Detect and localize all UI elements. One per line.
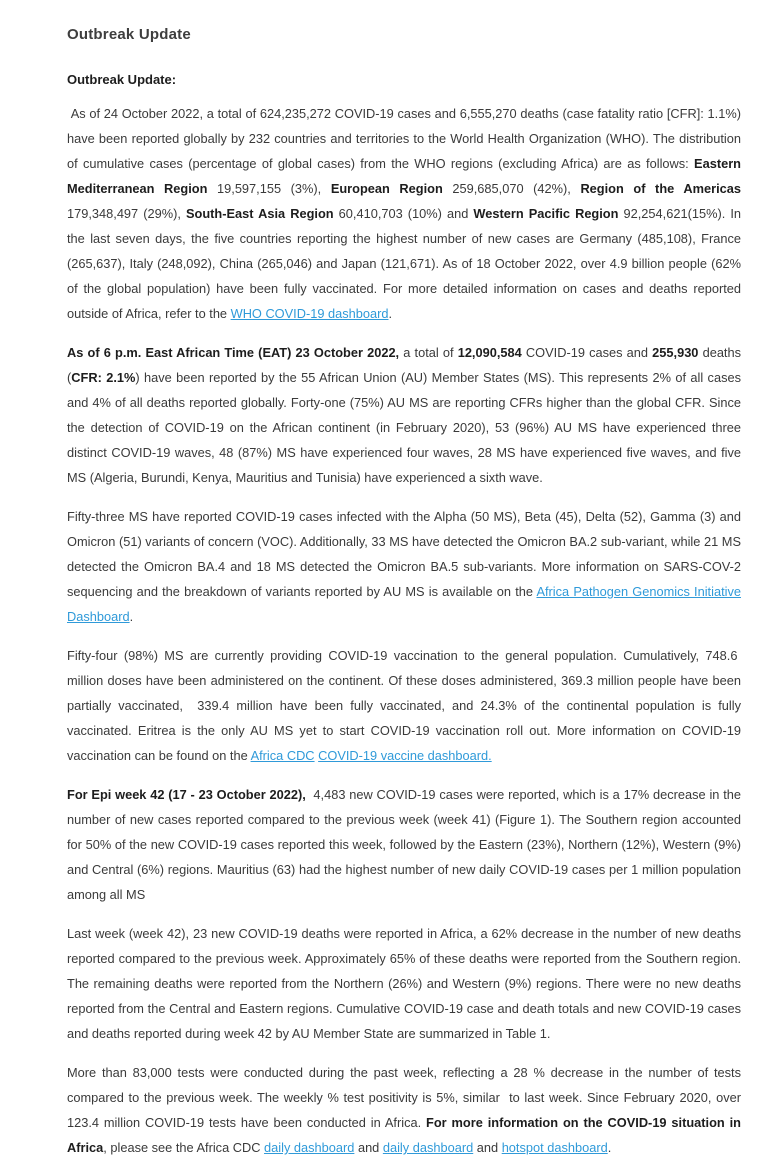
paragraph-1 — [67, 101, 741, 326]
text-run: . — [607, 1140, 612, 1155]
paragraph-7 — [67, 1060, 741, 1160]
bold-run: CFR: 2.1% — [71, 370, 136, 385]
link-covid-19-vaccine-dashboard[interactable]: COVID-19 vaccine dashboard. — [318, 748, 492, 763]
text-run: 259,685,070 (42%), — [442, 181, 581, 196]
text-run: and — [354, 1140, 383, 1155]
text-run: Fifty-three MS have reported COVID-19 cases infected with the Alpha (50 MS), Beta (45), Delta (52), Gamma (3) and Omicron (51) variants of concern (VOC). Additionally, 33 MS have detected the Omicron BA.2 sub-variant, while 21 MS detected the Omicron BA.4 and 18 MS detected the Omicron BA.5 sub-variants. More information on SARS-COV-2 sequencing and the breakdown of variants reported by AU MS is available on the — [67, 509, 741, 599]
bold-run: As of 6 p.m. East African Time (EAT) 23 October 2022, — [67, 345, 400, 360]
text-run: 19,597,155 (3%), — [207, 181, 331, 196]
bold-run: South-East Asia Region — [186, 206, 334, 221]
text-run: 60,410,703 (10%) and — [333, 206, 474, 221]
bold-run: European Region — [330, 181, 443, 196]
text-run: 4,483 new COVID-19 cases were reported, which is a 17% decrease in the number of new cases reported compared to the previous week (week 41) (Figure 1). The Southern region accounted for 50% of the new COVID-19 cases reported this week, followed by the Eastern (23%), Northern (12%), Western (9%) and Central (6%) regions. Mauritius (63) had the highest number of new daily COVID-19 cases per 1 million population among all MS — [67, 787, 742, 902]
text-run: Fifty-four (98%) MS are currently providing COVID-19 vaccination to the general population. Cumulatively, 748.6 million doses have been administered on the continent. Of these doses administered, 369.3 million people have been partially vaccinated, 339.4 million have been fully vaccinated, and 24.3% of the continental population is fully vaccinated. Eritrea is the only AU MS yet to start COVID-19 vaccination roll out. More information on COVID-19 vaccination can be found on the — [67, 648, 741, 763]
text-run: As of 24 October 2022, a total of 624,235,272 COVID-19 cases and 6,555,270 deaths (case fatality ratio [CFR]: 1.1%) have been reported globally by 232 countries and territories to the World Health Organization (WHO). The distribution of cumulative cases (percentage of global cases) from the WHO regions (excluding Africa) are as follows: — [67, 106, 741, 171]
text-run: More than 83,000 tests were conducted during the past week, reflecting a 28 % decrease in the number of tests compared to the previous week. The weekly % test positivity is 5%, similar to last week. Since February 2020, over 123.4 million COVID-19 tests have been conducted in Africa. — [67, 1065, 741, 1130]
text-run: COVID-19 cases and — [521, 345, 653, 360]
text-run: deaths ( — [67, 345, 742, 385]
document-body — [67, 101, 741, 1160]
paragraph-5 — [67, 782, 741, 907]
link-africa-cdc[interactable]: Africa CDC — [250, 748, 315, 763]
bold-run: Western Pacific Region — [473, 206, 619, 221]
link-who-covid-19-dashboard[interactable]: WHO COVID-19 dashboard — [230, 306, 389, 321]
link-africa-pathogen-genomics-initiative-dashboard[interactable]: Africa Pathogen Genomics Initiative Dashboard — [67, 584, 741, 624]
bold-run: For Epi week 42 (17 - 23 October 2022), — [67, 787, 306, 802]
text-run: Last week (week 42), 23 new COVID-19 deaths were reported in Africa, a 62% decrease in the number of new deaths reported compared to the previous week. Approximately 65% of these deaths were reported from the Southern region. The remaining deaths were reported from the Northern (26%) and Western (9%) regions. There were no new deaths reported from the Central and Eastern regions. Cumulative COVID-19 case and death totals and new COVID-19 cases and deaths reported during week 42 by AU Member State are summarized in Table 1. — [67, 926, 741, 1041]
paragraph-6 — [67, 921, 741, 1046]
text-run: . — [129, 609, 134, 624]
bold-run: Region of the Americas — [580, 181, 741, 196]
text-run: 92,254,621(15%). In the last seven days, the five countries reporting the highest number of new cases are Germany (485,108), France (265,637), Italy (248,092), China (265,046) and Japan (121,671). As of 18 October 2022, over 4.9 billion people (62% of the global population) have been fully vaccinated. For more detailed information on cases and deaths reported outside of Africa, refer to the — [67, 206, 742, 321]
paragraph-3 — [67, 504, 741, 629]
text-run: . — [388, 306, 393, 321]
bold-run: 12,090,584 — [457, 345, 522, 360]
paragraph-4 — [67, 643, 741, 768]
bold-run: 255,930 — [652, 345, 699, 360]
link-hotspot-dashboard[interactable]: hotspot dashboard — [501, 1140, 608, 1155]
text-run: and — [473, 1140, 502, 1155]
section-heading: Outbreak Update: — [67, 72, 177, 87]
text-run: , please see the Africa CDC — [103, 1140, 265, 1155]
link-daily-dashboard[interactable]: daily dashboard — [264, 1140, 355, 1155]
text-run: a total of — [399, 345, 458, 360]
text-run: 179,348,497 (29%), — [67, 206, 186, 221]
paragraph-2 — [67, 340, 741, 490]
document-title: Outbreak Update — [67, 26, 191, 43]
link-daily-dashboard[interactable]: daily dashboard — [382, 1140, 474, 1155]
text-run: ) have been reported by the 55 African Union (AU) Member States (MS). This represents 2% of all cases and 4% of all deaths reported globally. Forty-one (75%) AU MS are reporting CFRs higher than the global CFR. Since the detection of COVID-19 on the African continent (in February 2020), 53 (96%) AU MS have experienced three distinct COVID-19 waves, 48 (87%) MS have experienced four waves, 28 MS have experienced five waves, and five MS (Algeria, Burundi, Kenya, Mauritius and Tunisia) have experienced a sixth wave. — [67, 370, 741, 485]
bold-run: For more information on the COVID-19 situation in Africa — [67, 1115, 741, 1155]
bold-run: Eastern Mediterranean Region — [67, 156, 741, 196]
